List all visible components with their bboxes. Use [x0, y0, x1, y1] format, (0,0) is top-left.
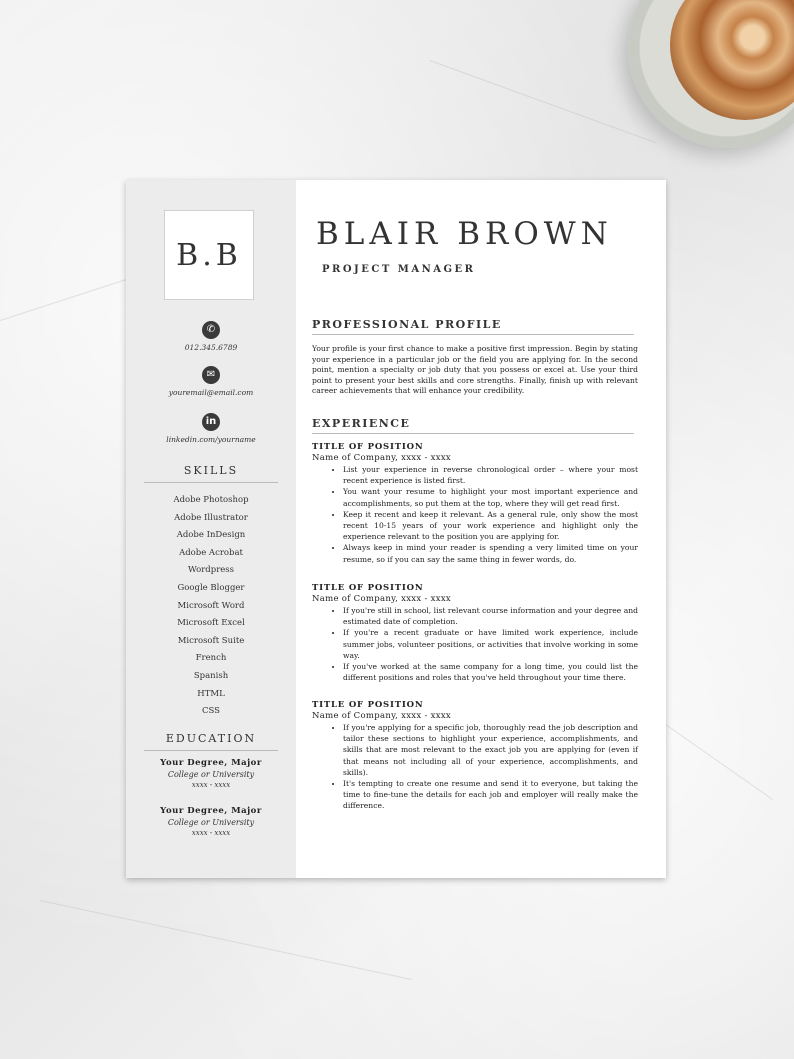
bullet-item: • Always keep in mind your reader is spending a very limited time on your resume, so if you can say the same thing in fewer words, do. [343, 542, 638, 564]
skill-item: Wordpress [187, 565, 235, 576]
skill-item: Spanish [193, 670, 229, 681]
education-school: College or University [167, 818, 255, 827]
email-text: youremail@email.com [168, 388, 254, 397]
position-title: TITLE OF POSITION [312, 583, 424, 593]
bullet-list [312, 722, 638, 812]
skill-item: Microsoft Word [177, 600, 245, 611]
bullet-item: • List your experience in reverse chronological order – where your most recent experience is listed first. [343, 464, 638, 486]
skills-list [126, 492, 296, 721]
linkedin-text: linkedin.com/yourname [166, 435, 256, 444]
contact-linkedin [126, 413, 296, 444]
bullet-list [312, 605, 638, 683]
education-years: xxxx - xxxx [191, 829, 231, 837]
skill-item: Microsoft Suite [177, 635, 245, 646]
job-title: PROJECT MANAGER [322, 264, 476, 275]
skills-heading: SKILLS [144, 464, 278, 483]
skill-item: Adobe InDesign [176, 530, 246, 541]
experience-entry [312, 700, 638, 812]
monogram-box [164, 210, 254, 300]
position-title: TITLE OF POSITION [312, 700, 424, 710]
position-title: TITLE OF POSITION [312, 442, 424, 452]
resume-sidebar [126, 180, 296, 878]
experience-entry [312, 583, 638, 683]
bullet-item: • Keep it recent and keep it relevant. As a general rule, only show the most recent 10-15 years of your work experience and highlight only the experience relevant to the position you are applying for. [343, 509, 638, 543]
skill-item: Adobe Acrobat [179, 547, 243, 558]
skill-item: French [195, 653, 227, 664]
bullet-item: • It's tempting to create one resume and send it to everyone, but taking the time to fine-tune the details for each job and employer will really make the difference. [343, 778, 638, 812]
bullet-item: • If you've worked at the same company for a long time, you could list the different positions and roles that you've held throughout your time there. [343, 661, 638, 683]
skill-item: CSS [201, 706, 220, 717]
marble-vein [430, 60, 656, 143]
profile-text: Your profile is your first chance to make a positive first impression. Begin by stating your experience in a particular job or the field you are applying for. In the second point, mention a specialty or job duty that you possess or excel at. Use your third point to present your best skills and core strengths. Finally, finish up with relevant career achievements that will enhance your credibility. [312, 344, 638, 396]
bullet-item: • If you're a recent graduate or have limited work experience, include summer jobs, volunteer positions, or activities that involve working in some way. [343, 627, 638, 661]
marble-vein [40, 900, 412, 980]
contact-email [126, 366, 296, 397]
education-entry [126, 806, 296, 837]
education-entry [126, 758, 296, 789]
phone-text: 012.345.6789 [184, 343, 238, 352]
bullet-item: • If you're still in school, list relevant course information and your degree and estimated date of completion. [343, 605, 638, 627]
experience-entry [312, 442, 638, 565]
contact-phone [126, 321, 296, 352]
education-degree: Your Degree, Major [160, 758, 262, 768]
resume-page [126, 180, 666, 878]
bullet-item: • If you're applying for a specific job, thoroughly read the job description and tailor these sections to highlight your experience, accomplishments, and skills that are most relevant to the exact job you are applying for (even if that means not including all of your experience, accomplishments, and skills). [343, 722, 638, 778]
bullet-item: • You want your resume to highlight your most important experience and accomplishments, so put them at the top, where they will get read first. [343, 486, 638, 508]
skill-item: Adobe Photoshop [173, 495, 249, 505]
education-school: College or University [167, 770, 255, 779]
education-years: xxxx - xxxx [191, 781, 231, 789]
education-degree: Your Degree, Major [160, 806, 262, 816]
bullet-list [312, 464, 638, 565]
education-heading: EDUCATION [144, 732, 278, 751]
profile-heading: PROFESSIONAL PROFILE [312, 318, 634, 335]
candidate-name: BLAIR BROWN [316, 216, 613, 252]
monogram-text: B.B [176, 237, 242, 273]
experience-heading: EXPERIENCE [312, 417, 634, 434]
email-icon: ✉ [202, 366, 220, 384]
company-line: Name of Company, xxxx - xxxx [312, 594, 452, 604]
phone-icon: ✆ [202, 321, 220, 339]
skill-item: Microsoft Excel [177, 618, 245, 629]
skill-item: Adobe Illustrator [174, 512, 248, 523]
skill-item: Google Blogger [177, 582, 245, 593]
company-line: Name of Company, xxxx - xxxx [312, 453, 452, 463]
skill-item: HTML [197, 688, 225, 699]
linkedin-icon: in [202, 413, 220, 431]
company-line: Name of Company, xxxx - xxxx [312, 711, 452, 721]
